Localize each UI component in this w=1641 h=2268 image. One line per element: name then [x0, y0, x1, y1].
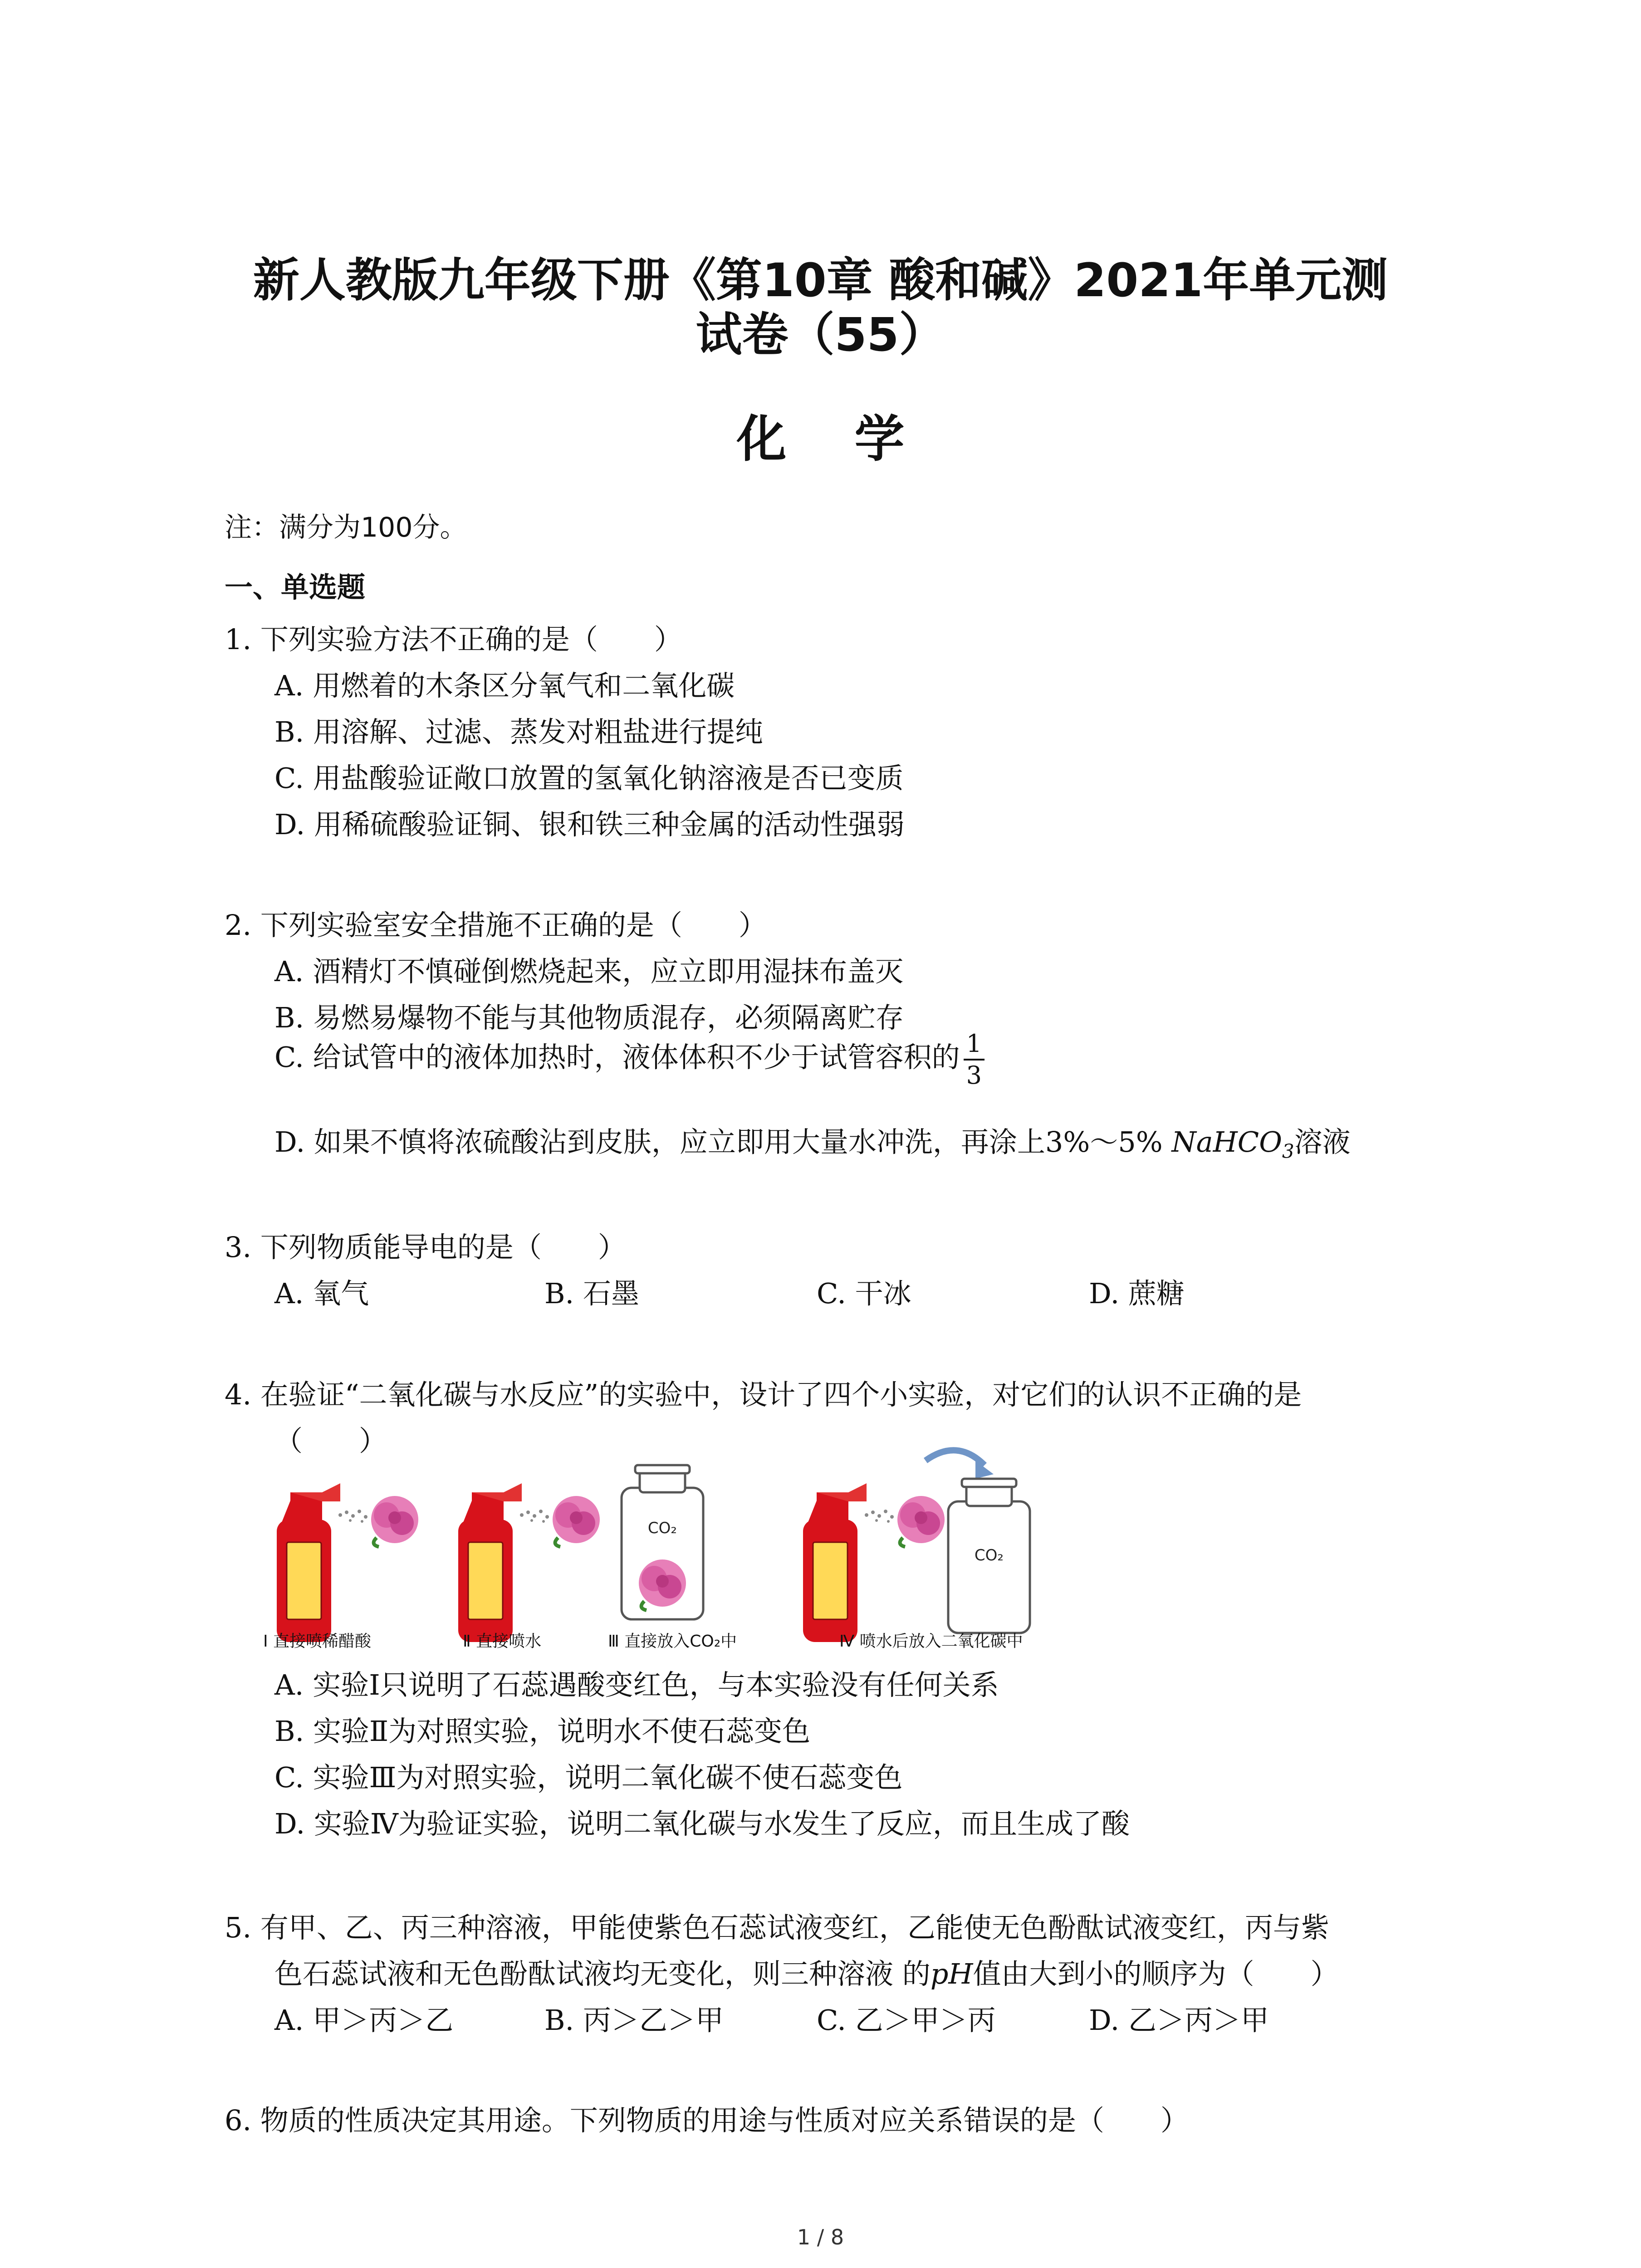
ph-symbol: pH: [930, 1957, 973, 1990]
question-stem: 4. 在验证“二氧化碳与水反应”的实验中，设计了四个小实验，对它们的认识不正确的是: [225, 1378, 1302, 1411]
option-a: A. 氧气: [274, 1277, 369, 1310]
option-c: C. 干冰: [817, 1277, 911, 1310]
option-c: C. 实验Ⅲ为对照实验，说明二氧化碳不使石蕊变色: [274, 1761, 903, 1794]
fraction-numerator: 1: [964, 1029, 985, 1061]
question-stem: 1. 下列实验方法不正确的是（ ）: [225, 623, 682, 656]
option-d-text: D. 如果不慎将浓硫酸沾到皮肤，应立即用大量水冲洗，再涂上: [274, 1125, 1045, 1158]
option-b: B. 丙＞乙＞甲: [544, 2004, 724, 2037]
question-stem: 5. 有甲、乙、丙三种溶液，甲能使紫色石蕊试液变红，乙能使无色酚酞试液变红，丙与紫: [225, 1911, 1329, 1944]
option-d: D. 实验Ⅳ为验证实验，说明二氧化碳与水发生了反应，而且生成了酸: [274, 1807, 1130, 1840]
option-c: C. 用盐酸验证敞口放置的氢氧化钠溶液是否已变质: [274, 762, 904, 795]
question-stem-cont: [274, 1951, 1339, 1992]
section-heading-single-choice: 一、单选题: [225, 571, 366, 604]
option-c: C. 乙＞甲＞丙: [817, 2004, 996, 2037]
co2-label-jar4: CO₂: [974, 1546, 1004, 1564]
caption-4: Ⅳ 喷水后放入二氧化碳中: [839, 1632, 1023, 1651]
subject-heading: 化学: [736, 410, 973, 468]
stem-text: 色石蕊试液和无色酚酞试液均无变化，则三种溶液 的: [274, 1957, 931, 1990]
caption-2: Ⅱ 直接喷水: [463, 1632, 542, 1651]
option-d: D. 蔗糖: [1089, 1277, 1185, 1310]
question-6-stem: 6. 物质的性质决定其用途。下列物质的用途与性质对应关系错误的是（ ）: [225, 2104, 1189, 2137]
caption-3: Ⅲ 直接放入CO₂中: [608, 1632, 737, 1651]
stem-text-end: 值由大到小的顺序为（ ）: [973, 1957, 1339, 1990]
question-stem: 2. 下列实验室安全措施不正确的是（ ）: [225, 909, 767, 942]
fraction-one-third: [964, 1029, 985, 1090]
co2-label-jar3: CO₂: [647, 1519, 677, 1537]
option-a: A. 用燃着的木条区分氧气和二氧化碳: [274, 669, 735, 702]
formula-subscript: 3: [1282, 1140, 1294, 1163]
option-c: [274, 1029, 985, 1090]
experiment-2: [458, 1483, 600, 1642]
page-number: 1 / 8: [797, 2225, 844, 2249]
experiment-4: [803, 1450, 1030, 1642]
option-d-suffix: 溶液: [1294, 1125, 1351, 1158]
fraction-denominator: 3: [966, 1061, 982, 1090]
formula-nahco3: NaHCO: [1171, 1125, 1282, 1158]
option-b: B. 石墨: [544, 1277, 639, 1310]
experiment-figure: [250, 1447, 1112, 1674]
score-note: 注：满分为100分。: [225, 512, 467, 543]
caption-1: Ⅰ 直接喷稀醋酸: [263, 1632, 372, 1651]
option-b: B. 实验Ⅱ为对照实验，说明水不使石蕊变色: [274, 1715, 811, 1748]
option-a: A. 实验Ⅰ只说明了石蕊遇酸变红色，与本实验没有任何关系: [274, 1668, 999, 1701]
option-a: A. 甲＞丙＞乙: [274, 2004, 454, 2037]
option-a: A. 酒精灯不慎碰倒燃烧起来，应立即用湿抹布盖灭: [274, 955, 904, 988]
option-d: [274, 1119, 1351, 1162]
percent-range: 3%～5%: [1045, 1125, 1163, 1158]
exam-title-line2: 试卷（55）: [696, 308, 945, 362]
option-d: D. 用稀硫酸验证铜、银和铁三种金属的活动性强弱: [274, 808, 905, 841]
experiment-1: [277, 1483, 418, 1642]
exam-title-line1: 新人教版九年级下册《第10章 酸和碱》2021年单元测: [253, 254, 1388, 308]
option-c-text: C. 给试管中的液体加热时，液体体积不少于试管容积的: [274, 1041, 960, 1074]
question-stem-cont: （ ）: [274, 1424, 387, 1457]
option-b: B. 用溶解、过滤、蒸发对粗盐进行提纯: [274, 715, 763, 748]
experiment-3: [622, 1465, 703, 1619]
question-stem: 3. 下列物质能导电的是（ ）: [225, 1231, 626, 1264]
option-d: D. 乙＞丙＞甲: [1089, 2004, 1269, 2037]
option-b: B. 易燃易爆物不能与其他物质混存，必须隔离贮存: [274, 1001, 904, 1034]
